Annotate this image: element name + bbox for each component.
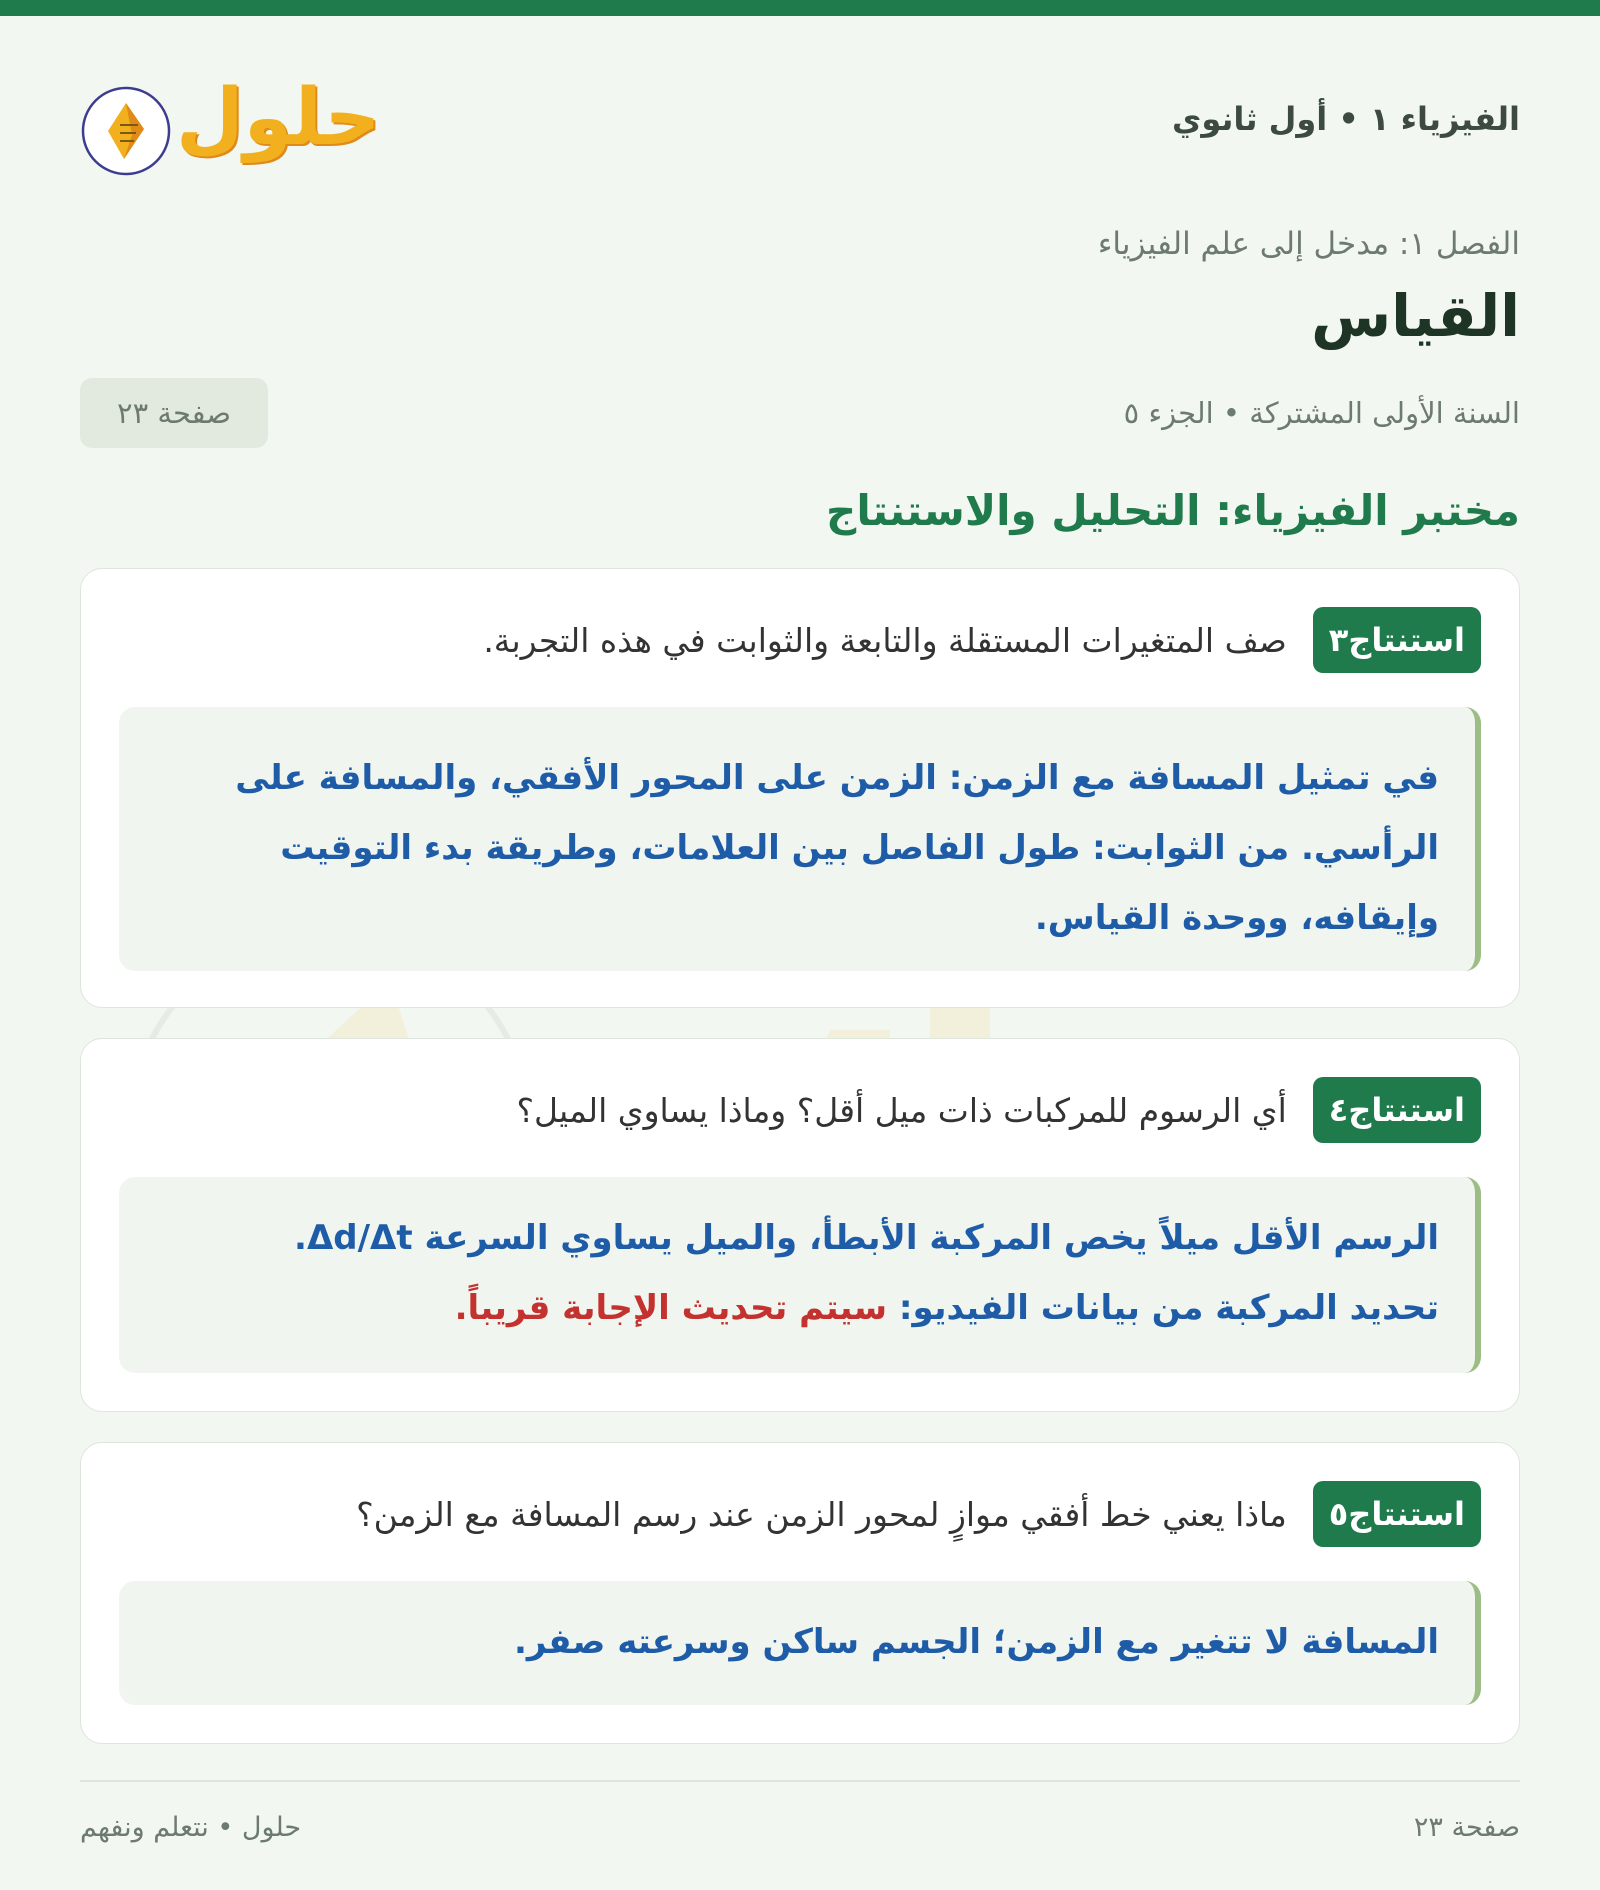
answer-box xyxy=(119,1581,1481,1705)
brand-logo[interactable] xyxy=(80,62,380,180)
top-accent-bar xyxy=(0,0,1600,16)
answer-text: المسافة لا تتغير مع الزمن؛ الجسم ساكن وسرعته صفر. xyxy=(513,1622,1439,1662)
course-title: الفيزياء ١ • أول ثانوي xyxy=(1172,100,1520,138)
answer-line1: الرسم الأقل ميلاً يخص المركبة الأبطأ، والميل يساوي السرعة xyxy=(424,1218,1439,1258)
section-title: مختبر الفيزياء: التحليل والاستنتاج xyxy=(826,486,1520,535)
question-row xyxy=(119,607,1481,673)
speed-formula: Δd/Δt xyxy=(306,1218,413,1258)
answer-line2: تحديد المركبة من بيانات الفيديو: xyxy=(898,1288,1439,1328)
answer-text: في تمثيل المسافة مع الزمن: الزمن على المحور الأفقي، والمسافة على الرأسي. من الثوابت: طول الفاصل بين العلامات، وطريقة بدء التوقيت وإيقافه، ووحدة القياس. xyxy=(235,758,1439,938)
page-badge: صفحة ٢٣ xyxy=(80,378,268,448)
question-badge: استنتاج٣ xyxy=(1313,607,1481,673)
answer-box xyxy=(119,707,1481,971)
answer-box xyxy=(119,1177,1481,1373)
brand-wordmark: حلول xyxy=(176,73,381,163)
page-header xyxy=(80,62,1520,180)
chapter-label: الفصل ١: مدخل إلى علم الفيزياء xyxy=(1097,226,1520,262)
question-badge: استنتاج٤ xyxy=(1313,1077,1481,1143)
lesson-title: القياس xyxy=(1311,282,1520,350)
update-note: سيتم تحديث الإجابة قريباً. xyxy=(454,1288,887,1328)
question-text: أي الرسوم للمركبات ذات ميل أقل؟ وماذا يساوي الميل؟ xyxy=(516,1090,1287,1130)
footer-page-number: صفحة ٢٣ xyxy=(1413,1812,1520,1843)
question-text: ماذا يعني خط أفقي موازٍ لمحور الزمن عند رسم المسافة مع الزمن؟ xyxy=(356,1494,1287,1534)
question-row xyxy=(119,1481,1481,1547)
period: . xyxy=(294,1218,307,1258)
book-icon xyxy=(80,85,172,177)
question-card xyxy=(80,1038,1520,1412)
question-text: صف المتغيرات المستقلة والتابعة والثوابت في هذه التجربة. xyxy=(483,620,1287,660)
question-row xyxy=(119,1077,1481,1143)
lesson-meta: السنة الأولى المشتركة • الجزء ٥ xyxy=(1123,396,1520,430)
footer-tagline: حلول • نتعلم ونفهم xyxy=(80,1812,302,1843)
question-card xyxy=(80,568,1520,1008)
question-badge: استنتاج٥ xyxy=(1313,1481,1481,1547)
answer-text xyxy=(155,1203,1439,1343)
footer-divider xyxy=(80,1780,1520,1782)
question-card xyxy=(80,1442,1520,1744)
